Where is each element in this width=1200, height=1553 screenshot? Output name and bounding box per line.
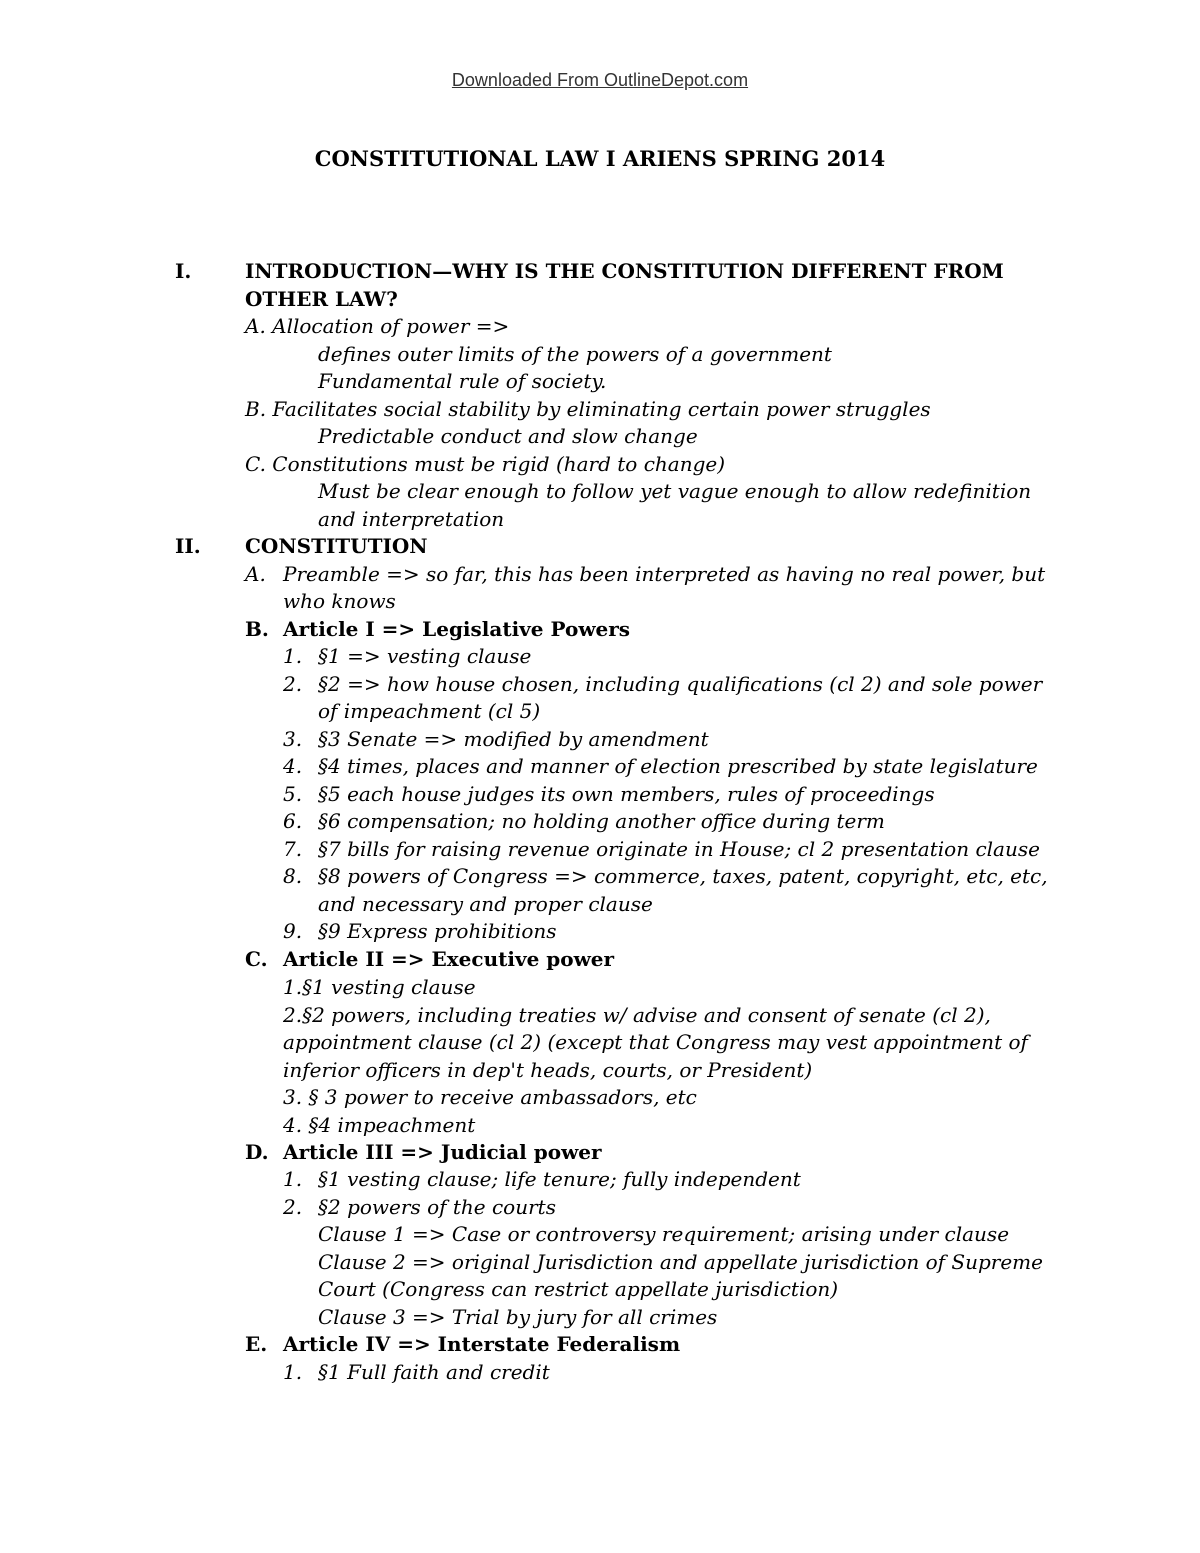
article-1-item-number: 4.: [283, 754, 303, 778]
article-1-item-number: 5.: [283, 782, 303, 806]
download-source-link[interactable]: Downloaded From OutlineDepot.com: [451, 70, 749, 90]
article-2-item: inferior officers in dep't heads, courts, or President): [283, 1058, 813, 1082]
article-2-item: 3. § 3 power to receive ambassadors, etc: [283, 1085, 697, 1109]
article-1-item-number: 2.: [283, 672, 303, 696]
article-1-item-text: §1 => vesting clause: [318, 644, 532, 668]
article-1-item-number: 8.: [283, 864, 303, 888]
section-2-b-letter: B.: [245, 617, 269, 641]
article-1-item-text: and necessary and proper clause: [318, 892, 653, 916]
article-1-item-text: §7 bills for raising revenue originate in House; cl 2 presentation clause: [318, 837, 1040, 861]
article-3-item-text: §1 vesting clause; life tenure; fully independent: [318, 1167, 801, 1191]
article-3-clause: Clause 2 => original Jurisdiction and appellate jurisdiction of Supreme: [318, 1250, 1043, 1274]
section-1-heading-line2: OTHER LAW?: [245, 287, 398, 311]
article-4-item-text: §1 Full faith and credit: [318, 1360, 550, 1384]
article-1-item-number: 7.: [283, 837, 303, 861]
article-1-item-text: §2 => how house chosen, including qualifications (cl 2) and sole power: [318, 672, 1043, 696]
document-title: CONSTITUTIONAL LAW I ARIENS SPRING 2014: [314, 146, 886, 171]
article-1-heading: Article I => Legislative Powers: [283, 617, 631, 641]
article-3-clause: Clause 1 => Case or controversy requirement; arising under clause: [318, 1222, 1010, 1246]
section-2-c-letter: C.: [245, 947, 268, 971]
article-1-item-number: 1.: [283, 644, 303, 668]
article-3-clause: Clause 3 => Trial by jury for all crimes: [318, 1305, 718, 1329]
section-2-d-letter: D.: [245, 1140, 269, 1164]
article-2-item: appointment clause (cl 2) (except that Congress may vest appointment of: [283, 1030, 1028, 1054]
article-2-heading: Article II => Executive power: [283, 947, 615, 971]
article-1-item-text: §4 times, places and manner of election prescribed by state legislature: [318, 754, 1038, 778]
article-1-item-text: of impeachment (cl 5): [318, 699, 541, 723]
article-1-item-text: §9 Express prohibitions: [318, 919, 557, 943]
article-3-item-number: 1.: [283, 1167, 303, 1191]
article-2-item: 1.§1 vesting clause: [283, 975, 476, 999]
article-1-item-number: 3.: [283, 727, 303, 751]
article-3-item-number: 2.: [283, 1195, 303, 1219]
section-1-item-c-sub2: and interpretation: [318, 507, 505, 531]
article-1-item-text: §6 compensation; no holding another office during term: [318, 809, 885, 833]
preamble-line1: Preamble => so far, this has been interpreted as having no real power, but: [283, 562, 1046, 586]
article-1-item-text: §8 powers of Congress => commerce, taxes, patent, copyright, etc, etc,: [318, 864, 1048, 888]
section-1-numeral: I.: [175, 259, 192, 283]
article-2-item: 2.§2 powers, including treaties w/ advise and consent of senate (cl 2),: [283, 1003, 991, 1027]
article-1-item-text: §5 each house judges its own members, rules of proceedings: [318, 782, 935, 806]
section-2-numeral: II.: [175, 534, 201, 558]
section-2-a-letter: A.: [245, 562, 266, 586]
article-4-heading: Article IV => Interstate Federalism: [283, 1332, 681, 1356]
article-3-item-text: §2 powers of the courts: [318, 1195, 556, 1219]
section-2-heading: CONSTITUTION: [245, 534, 428, 558]
section-1-item-a: A. Allocation of power =>: [245, 314, 510, 338]
section-1-item-a-sub2: Fundamental rule of society.: [318, 369, 607, 393]
section-2-e-letter: E.: [245, 1332, 268, 1356]
article-3-heading: Article III => Judicial power: [283, 1140, 602, 1164]
section-1-item-a-sub1: defines outer limits of the powers of a government: [318, 342, 832, 366]
section-1-heading-line1: INTRODUCTION—WHY IS THE CONSTITUTION DIFFERENT FROM: [245, 259, 1004, 283]
preamble-line2: who knows: [283, 589, 396, 613]
article-4-item-number: 1.: [283, 1360, 303, 1384]
article-1-item-number: 6.: [283, 809, 303, 833]
article-2-item: 4. §4 impeachment: [283, 1113, 476, 1137]
section-1-item-b-sub1: Predictable conduct and slow change: [318, 424, 698, 448]
article-1-item-number: 9.: [283, 919, 303, 943]
section-1-item-c-sub1: Must be clear enough to follow yet vague enough to allow redefinition: [318, 479, 1032, 503]
section-1-item-c: C. Constitutions must be rigid (hard to change): [245, 452, 726, 476]
section-1-item-b: B. Facilitates social stability by eliminating certain power struggles: [245, 397, 931, 421]
article-3-clause: Court (Congress can restrict appellate jurisdiction): [318, 1277, 839, 1301]
article-1-item-text: §3 Senate => modified by amendment: [318, 727, 709, 751]
